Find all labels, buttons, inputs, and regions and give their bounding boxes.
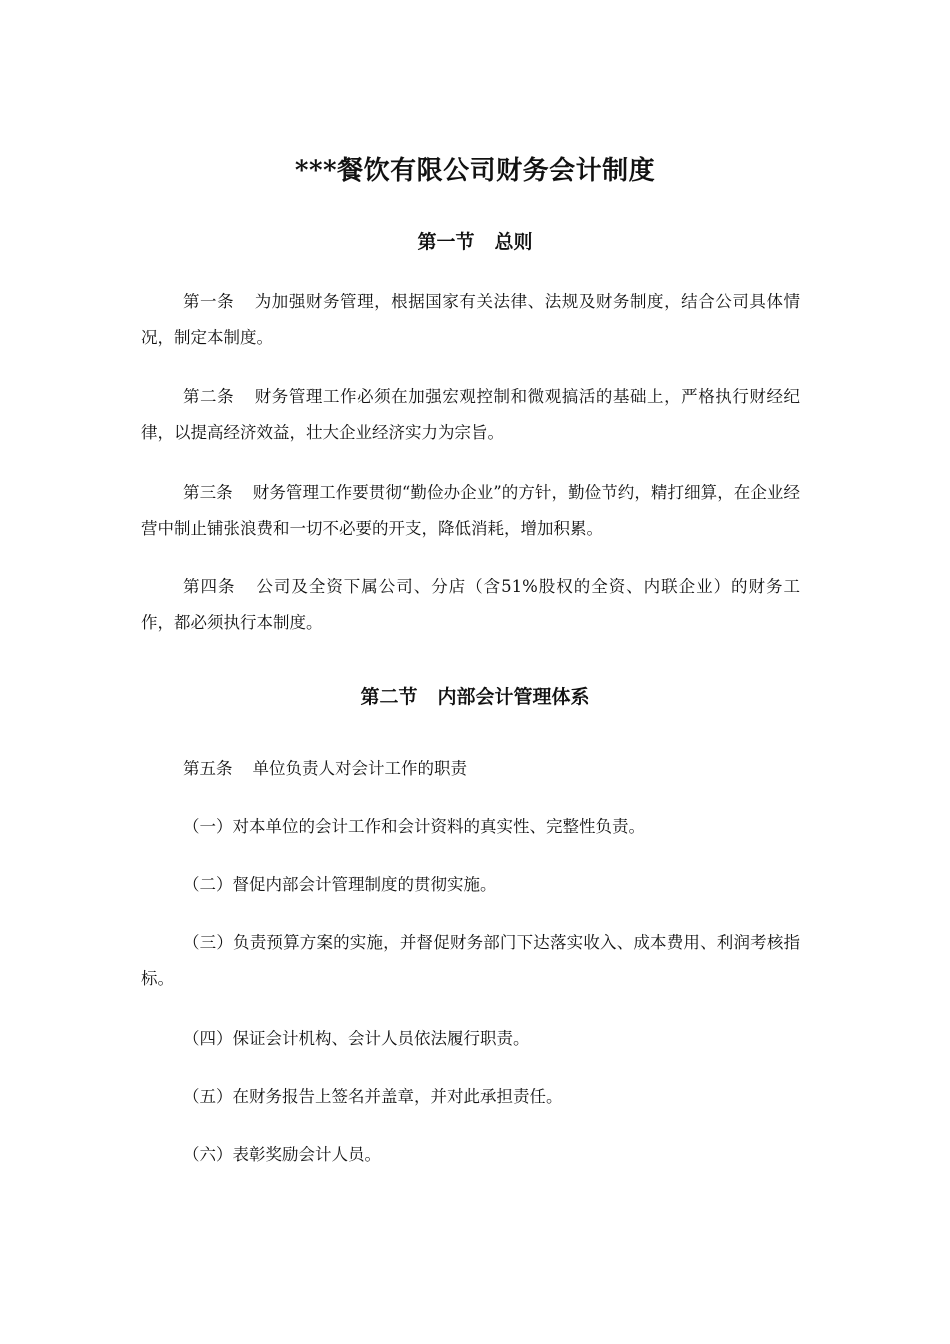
section-heading-internal-accounting (0, 682, 950, 712)
article-1 (141, 284, 800, 356)
section-name: 总则 (494, 231, 533, 253)
article-label: 第五条 (183, 759, 233, 778)
document-title: ***餐饮有限公司财务会计制度 (294, 156, 656, 186)
article-text: 单位负责人对会计工作的职责 (252, 759, 467, 778)
list-item: （二）督促内部会计管理制度的贯彻实施。 (183, 875, 497, 894)
section-number: 第二节 (360, 686, 418, 708)
article-2 (141, 379, 800, 451)
list-item: （五）在财务报告上签名并盖章，并对此承担责任。 (183, 1087, 563, 1106)
list-item: （三）负责预算方案的实施，并督促财务部门下达落实收入、成本费用、利润考核指标。 (141, 933, 800, 988)
article-label: 第一条 (183, 292, 235, 311)
list-item: （四）保证会计机构、会计人员依法履行职责。 (183, 1029, 530, 1048)
article-text: 为加强财务管理，根据国家有关法律、法规及财务制度，结合公司具体情况，制定本制度。 (141, 292, 801, 347)
article-label: 第三条 (183, 483, 233, 502)
article-3 (141, 475, 800, 547)
list-item: （六）表彰奖励会计人员。 (183, 1145, 381, 1164)
article-label: 第四条 (183, 577, 236, 596)
article-text: 公司及全资下属公司、分店（含51%股权的全资、内联企业）的财务工作，都必须执行本制度。 (141, 577, 800, 632)
section-heading-general (0, 227, 950, 257)
list-item: （一）对本单位的会计工作和会计资料的真实性、完整性负责。 (183, 817, 645, 836)
article-label: 第二条 (183, 387, 235, 406)
article-5 (141, 751, 800, 787)
article-text: 财务管理工作必须在加强宏观控制和微观搞活的基础上，严格执行财经纪律，以提高经济效益，壮大企业经济实力为宗旨。 (141, 387, 801, 442)
article-text: 财务管理工作要贯彻“勤俭办企业”的方针，勤俭节约，精打细算，在企业经营中制止铺张浪费和一切不必要的开支，降低消耗，增加积累。 (141, 483, 801, 538)
article-4 (141, 569, 800, 641)
section-number: 第一节 (417, 231, 475, 253)
section-name: 内部会计管理体系 (437, 686, 590, 708)
